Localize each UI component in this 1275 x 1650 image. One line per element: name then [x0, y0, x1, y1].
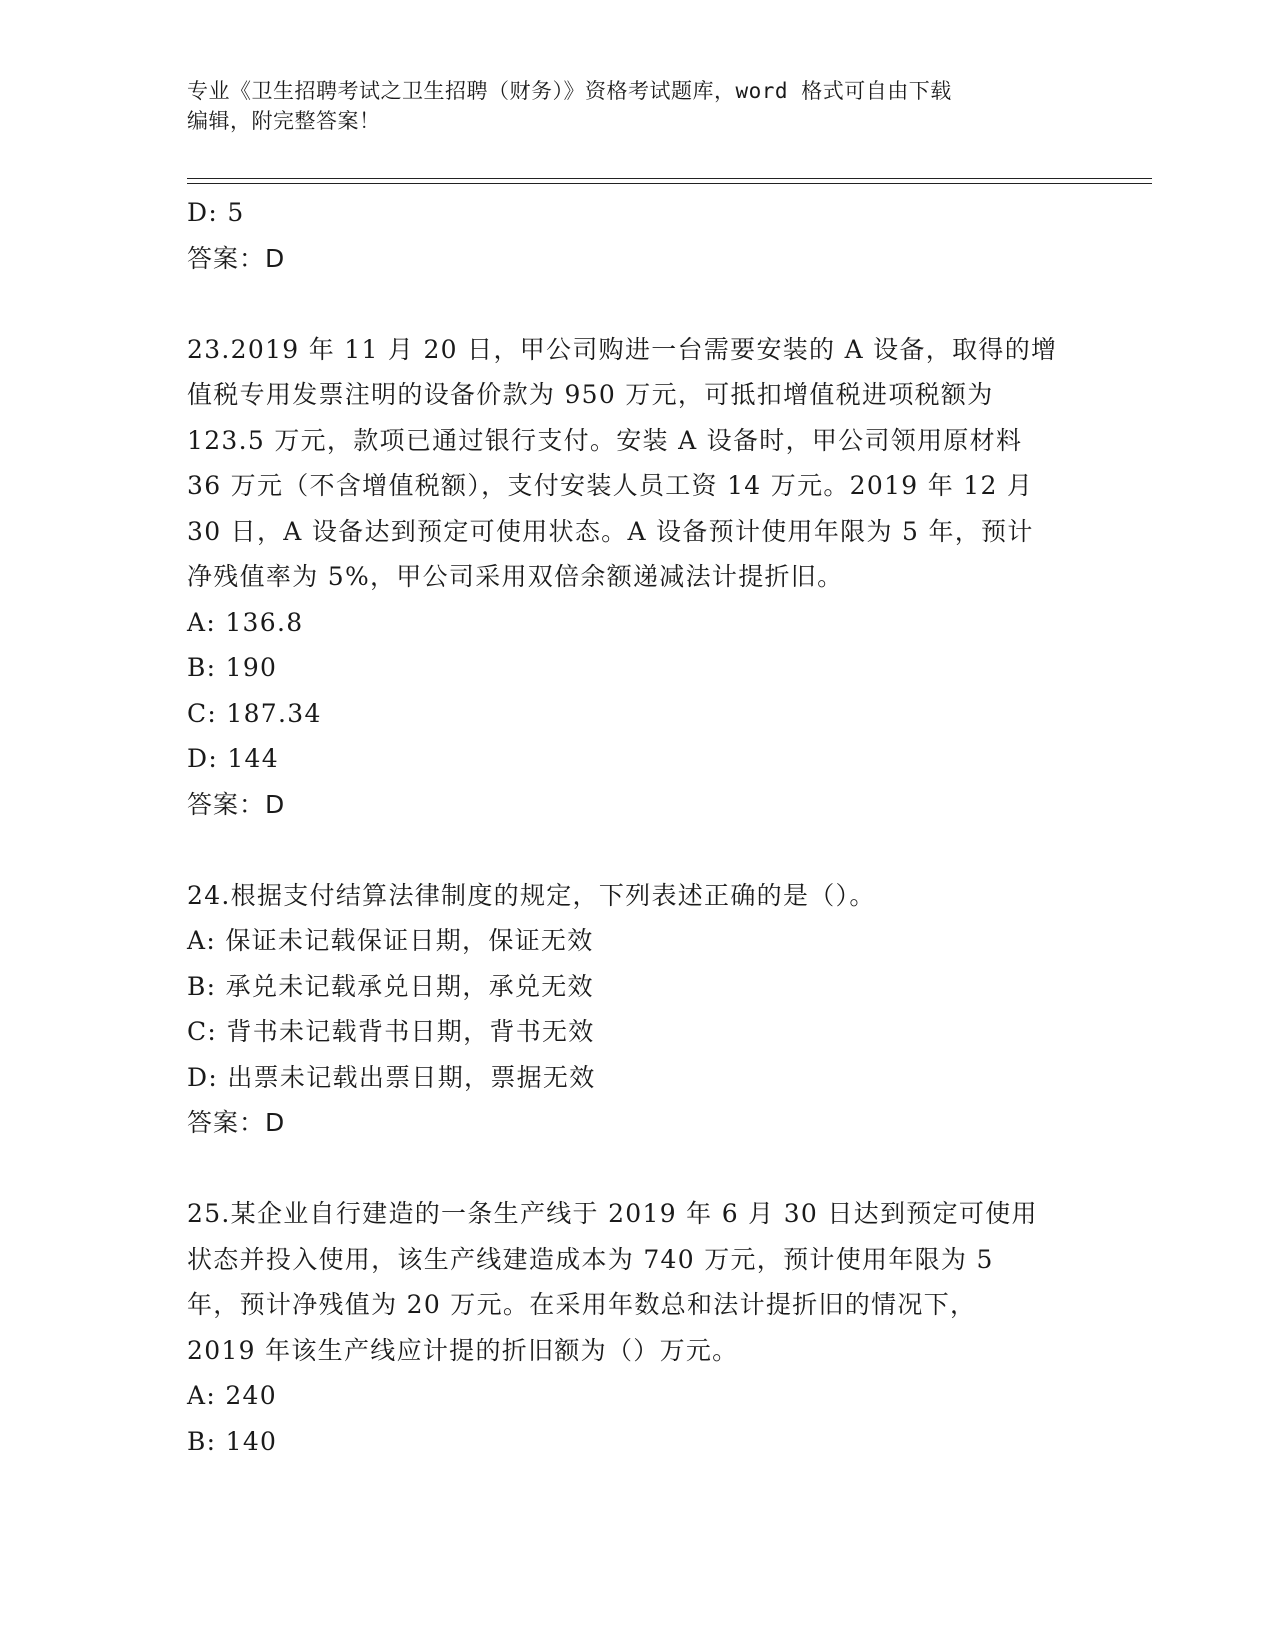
- question-text-line: 25.某企业自行建造的一条生产线于 2019 年 6 月 30 日达到预定可使用: [187, 1199, 1038, 1228]
- option-b: B: 承兑未记载承兑日期，承兑无效: [187, 971, 594, 1001]
- option-a: A: 保证未记载保证日期，保证无效: [187, 926, 594, 955]
- option-d: D: 出票未记载出票日期，票据无效: [187, 1062, 596, 1092]
- option-b: B: 190: [187, 653, 278, 682]
- option-b: B: 140: [187, 1426, 278, 1456]
- question-24: [187, 873, 1087, 1146]
- question-text-line: 值税专用发票注明的设备价款为 950 万元，可抵扣增值税进项税额为: [187, 380, 994, 409]
- header-divider-top: [187, 178, 1152, 179]
- question-text-line: 净残值率为 5%，甲公司采用双倍余额递减法计提折旧。: [187, 562, 844, 591]
- question-text-line: 年，预计净残值为 20 万元。在采用年数总和法计提折旧的情况下，: [187, 1290, 977, 1319]
- header-divider-bottom: [187, 183, 1152, 184]
- option-d: D: 144: [187, 744, 279, 773]
- spacer: [187, 281, 1087, 327]
- answer-line: 答案：D: [187, 789, 286, 819]
- answer-line: 答案：D: [187, 1108, 286, 1137]
- spacer: [187, 1146, 1087, 1192]
- question-text-line: 30 日，A 设备达到预定可使用状态。A 设备预计使用年限为 5 年，预计: [187, 516, 1034, 546]
- option-a: A: 240: [187, 1381, 277, 1410]
- document-header: [187, 76, 1067, 136]
- question-text-line: 36 万元（不含增值税额），支付安装人员工资 14 万元。2019 年 12 月: [187, 471, 1034, 500]
- document-body: [187, 190, 1087, 1464]
- option-c: C: 背书未记载背书日期，背书无效: [187, 1017, 595, 1046]
- question-text-line: 24.根据支付结算法律制度的规定，下列表述正确的是（）。: [187, 880, 876, 910]
- question-text-line: 状态并投入使用，该生产线建造成本为 740 万元，预计使用年限为 5: [187, 1244, 994, 1274]
- header-line-2: 编辑，附完整答案！: [187, 109, 381, 133]
- option-d: D: 5: [187, 198, 245, 227]
- option-a: A: 136.8: [187, 607, 304, 637]
- question-text-line: 2019 年该生产线应计提的折旧额为（）万元。: [187, 1335, 739, 1365]
- answer-line: 答案：D: [187, 243, 286, 273]
- header-line-1: 专业《卫生招聘考试之卫生招聘（财务）》资格考试题库，word 格式可自由下载: [187, 79, 952, 103]
- question-text-line: 23.2019 年 11 月 20 日，甲公司购进一台需要安装的 A 设备，取得的增: [187, 334, 1058, 364]
- question-text-line: 123.5 万元，款项已通过银行支付。安装 A 设备时，甲公司领用原材料: [187, 425, 1023, 455]
- question-25: [187, 1191, 1087, 1464]
- option-c: C: 187.34: [187, 698, 322, 728]
- spacer: [187, 827, 1087, 873]
- question-23: [187, 327, 1087, 828]
